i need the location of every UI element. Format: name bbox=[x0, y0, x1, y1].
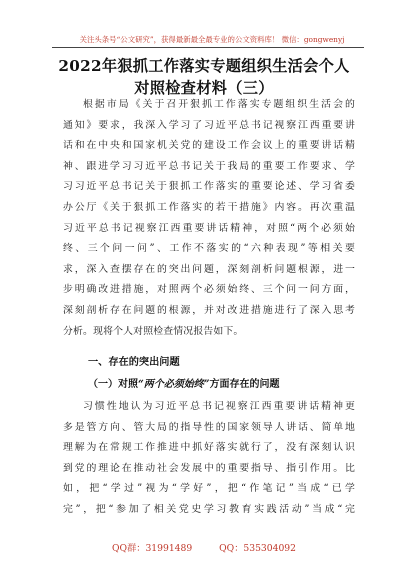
body-line: 习惯性地认为习近平总书记视察江西重要讲话精神更 bbox=[83, 401, 355, 412]
intro-line: 终、三个问一问”、工作不落实的“六种表现”等相关要 bbox=[63, 243, 355, 255]
body-line: 多是管方向、管大局的指导性的国家领导人讲话、简单地 bbox=[63, 421, 355, 433]
subsection-emphasis: “两个必须始终” bbox=[138, 379, 210, 390]
subsection-prefix: （一）对照 bbox=[88, 379, 138, 390]
subsection-suffix: 方面存在的问题 bbox=[209, 379, 280, 390]
document-title-line2: 对照检查材料（三） bbox=[134, 79, 274, 97]
intro-paragraph bbox=[63, 95, 355, 342]
body-line: 理解为在常规工作推进中抓好落实就行了，没有深刻认识 bbox=[63, 442, 355, 454]
intro-line: 步明确改进措施，对照两个必须始终、三个问一问方面， bbox=[63, 284, 355, 296]
intro-line: 习近平总书记视察江西重要讲话精神，对照“两个必须始 bbox=[63, 222, 355, 234]
body-line: 完”，把“参加了相关党史学习教育实践活动”当成“完 bbox=[63, 503, 355, 515]
subsection-heading bbox=[88, 375, 280, 390]
header-promo-text: 关注头条号“公文研究”，获得最新最全最专业的公文资料库！ 微信：gongwenyj bbox=[79, 35, 345, 44]
intro-line: 办公厅《关于狠抓工作落实的若干措施》内容。再次重温 bbox=[63, 201, 355, 213]
intro-line: 分析。现将个人对照检查情况报告如下。 bbox=[63, 325, 244, 337]
intro-line: 习习近平总书记关于狠抓工作落实的重要论述、学习省委 bbox=[63, 181, 355, 193]
page-footer bbox=[0, 540, 408, 554]
body-line: 到党的理论在推动社会发展中的重要指导、指引作用。比 bbox=[63, 462, 355, 474]
intro-line: 话和在中央和国家机关党的建设工作会议上的重要讲话精 bbox=[63, 140, 355, 152]
body-paragraph bbox=[63, 397, 355, 521]
document-title-line1: 2022年狠抓工作落实专题组织生活会个人 bbox=[58, 57, 350, 75]
intro-line: 神、跟进学习习近平总书记关于我局的重要工作要求、学 bbox=[63, 160, 355, 172]
intro-line: 根据市局《关于召开狠抓工作落实专题组织生活会的 bbox=[83, 99, 355, 110]
footer-qq: QQ：535304092 bbox=[219, 543, 296, 554]
footer-qq-group: QQ群：31991489 bbox=[112, 543, 193, 554]
body-line: 如，把“学过”视为“学好”，把“作笔记”当成“已学 bbox=[63, 483, 355, 495]
intro-line: 深刻剖析存在问题的根源，并对改进措施进行了深入思考 bbox=[63, 304, 355, 316]
intro-line: 求，深入查摆存在的突出问题，深刻剖析问题根源，进一 bbox=[63, 263, 355, 275]
intro-line: 通知》要求，我深入学习了习近平总书记视察江西重要讲 bbox=[63, 119, 355, 131]
header-divider bbox=[52, 47, 364, 48]
section-heading: 一、存在的突出问题 bbox=[88, 357, 180, 368]
